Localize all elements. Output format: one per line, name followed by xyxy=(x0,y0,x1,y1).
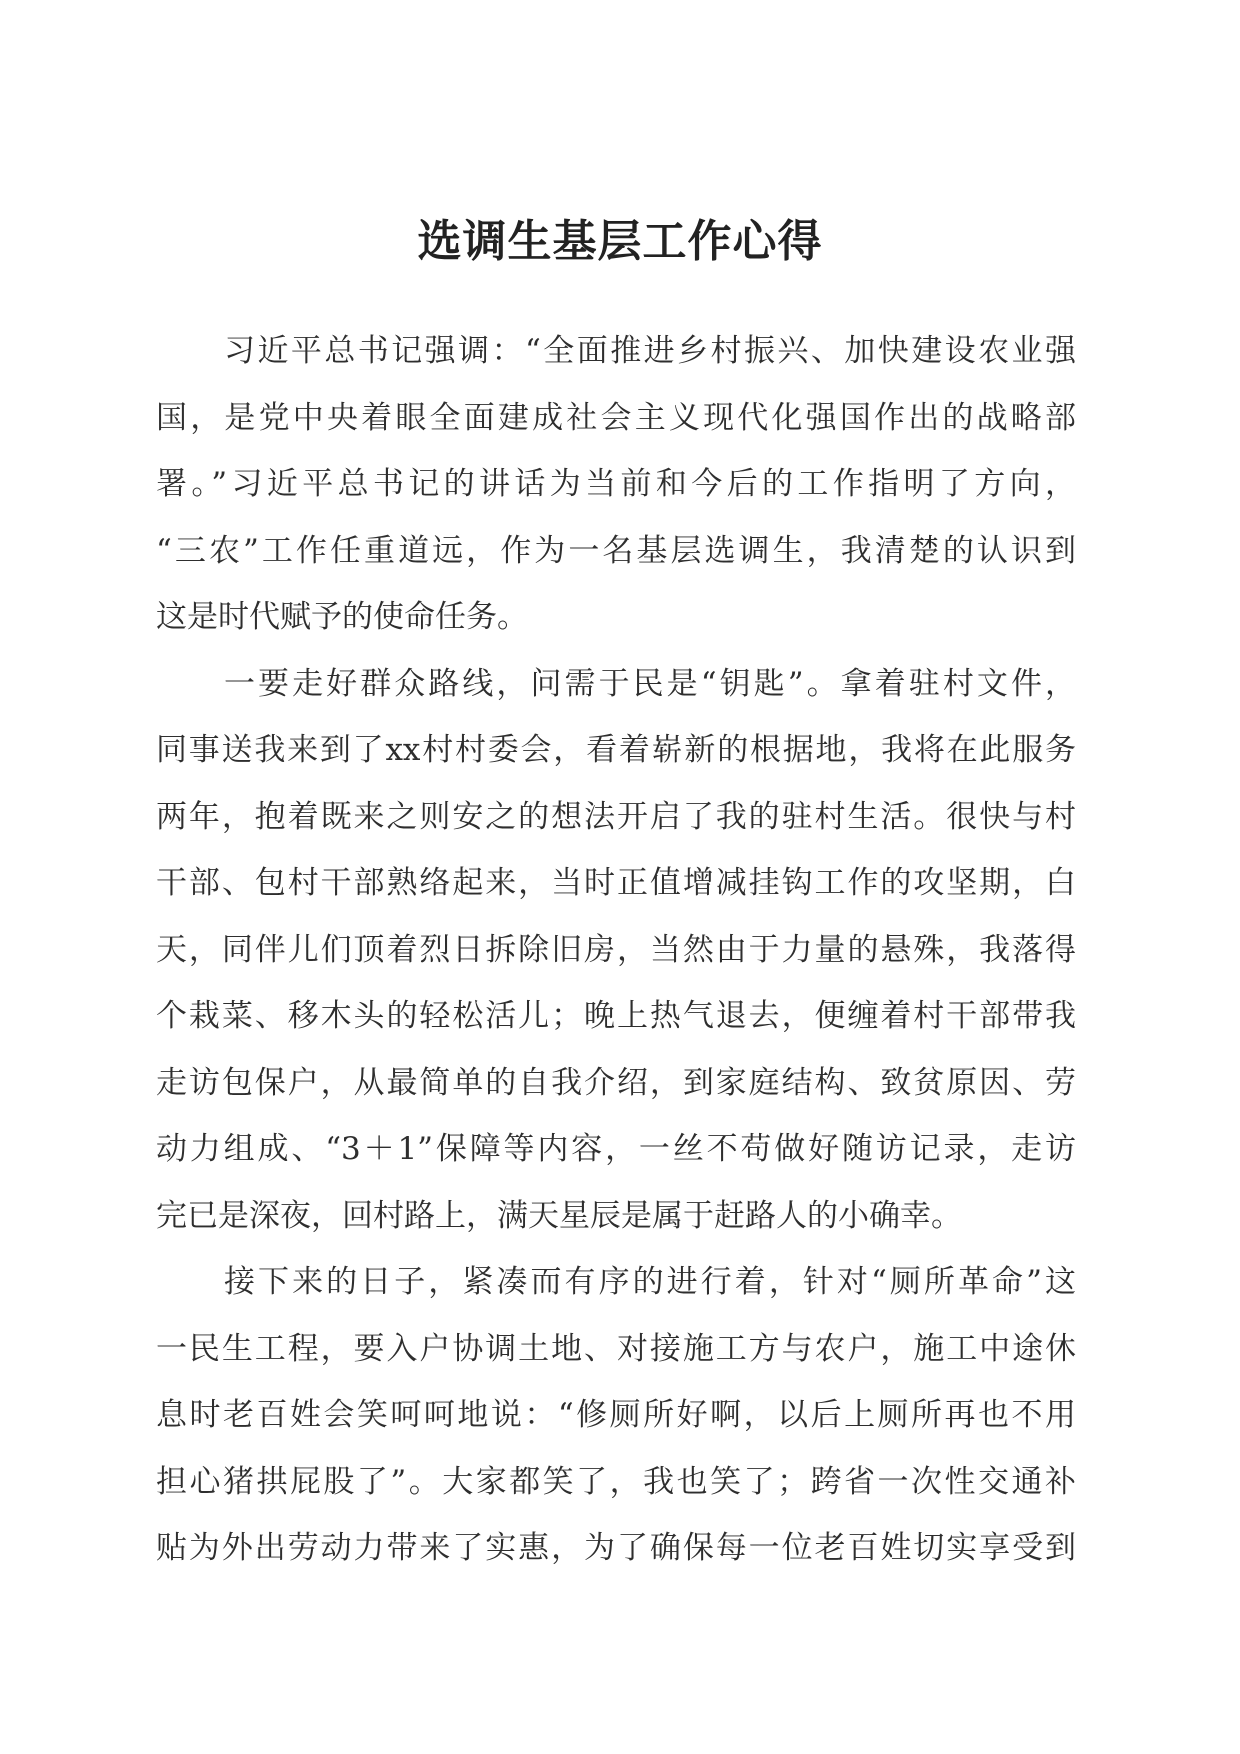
text-line: 接下来的日子，紧凑而有序的进行着，针对“厕所革命”这 xyxy=(224,1264,1076,1300)
text-line: 两年，抱着既来之则安之的想法开启了我的驻村生活。很快与村 xyxy=(156,798,1076,835)
text-line: 一要走好群众路线，问需于民是“钥匙”。拿着驻村文件， xyxy=(224,665,1076,702)
text-line: “三农”工作任重道远，作为一名基层选调生，我清楚的认识到 xyxy=(156,532,1076,569)
text-line: 个栽菜、移木头的轻松活儿；晚上热气退去，便缠着村干部带我 xyxy=(156,998,1076,1034)
text-line: 国，是党中央着眼全面建成社会主义现代化强国作出的战略部 xyxy=(156,399,1076,436)
text-line: 同事送我来到了xx村村委会，看着崭新的根据地，我将在此服务 xyxy=(156,732,1076,768)
text-line: 天，同伴儿们顶着烈日拆除旧房，当然由于力量的悬殊，我落得 xyxy=(156,931,1076,968)
text-line: 完已是深夜，回村路上，满天星辰是属于赶路人的小确幸。 xyxy=(156,1197,962,1234)
text-line: 署。”习近平总书记的讲话为当前和今后的工作指明了方向， xyxy=(156,466,1076,502)
text-line: 贴为外出劳动力带来了实惠，为了确保每一位老百姓切实享受到 xyxy=(156,1530,1076,1566)
text-line: 习近平总书记强调：“全面推进乡村振兴、加快建设农业强 xyxy=(224,333,1076,369)
text-line: 干部、包村干部熟络起来，当时正值增减挂钩工作的攻坚期，白 xyxy=(156,865,1076,901)
text-line: 一民生工程，要入户协调土地、对接施工方与农户，施工中途休 xyxy=(156,1330,1076,1367)
document-body xyxy=(156,318,1076,1582)
text-line: 担心猪拱屁股了”。大家都笑了，我也笑了；跨省一次性交通补 xyxy=(156,1463,1076,1500)
document-title: 选调生基层工作心得 xyxy=(417,216,823,267)
text-line: 息时老百姓会笑呵呵地说：“修厕所好啊，以后上厕所再也不用 xyxy=(156,1397,1076,1433)
paragraph-3 xyxy=(156,1249,1076,1582)
paragraph-1 xyxy=(156,318,1076,651)
text-line: 这是时代赋予的使命任务。 xyxy=(156,599,528,635)
paragraph-2 xyxy=(156,651,1076,1250)
text-line: 走访包保户，从最简单的自我介绍，到家庭结构、致贫原因、劳 xyxy=(156,1064,1076,1101)
text-line: 动力组成、“3＋1”保障等内容，一丝不苟做好随访记录，走访 xyxy=(156,1131,1076,1167)
